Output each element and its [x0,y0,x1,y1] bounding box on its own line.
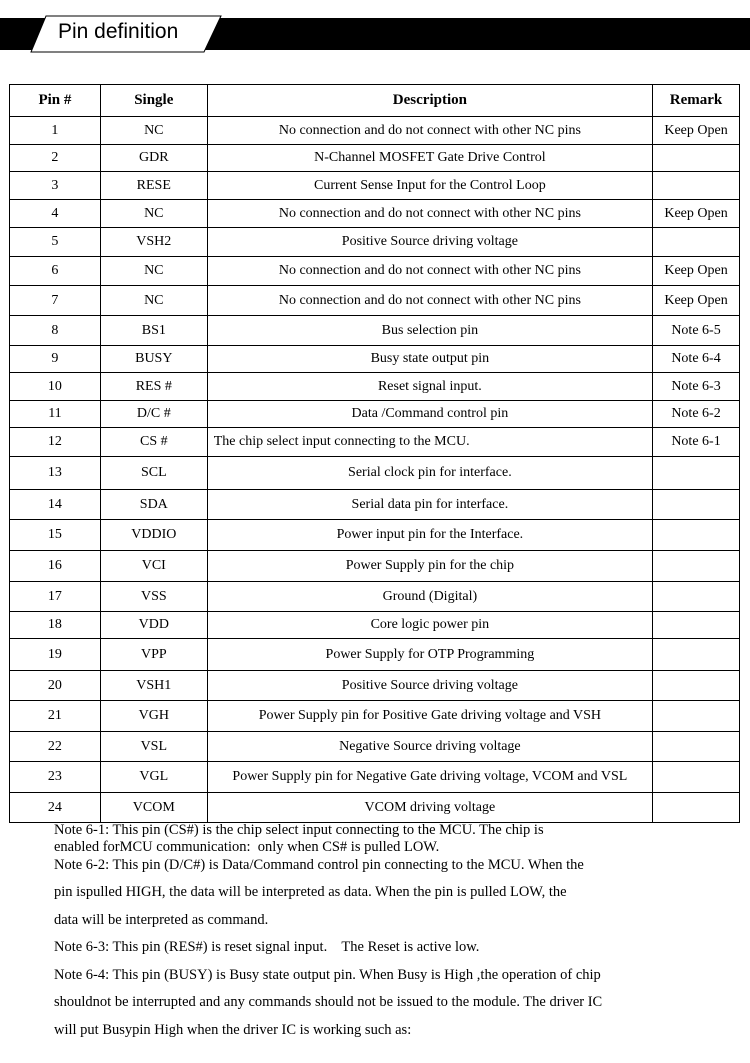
pin-cell: 23 [10,762,101,793]
signal-cell: VSL [100,732,207,762]
signal-cell: RES # [100,373,207,401]
description-cell: N-Channel MOSFET Gate Drive Control [207,145,652,172]
table-row [10,582,740,612]
pin-cell: 20 [10,671,101,701]
description-cell: Serial clock pin for interface. [207,457,652,490]
table-row [10,671,740,701]
description-cell: The chip select input connecting to the MCU. [207,428,652,457]
table-row [10,117,740,145]
description-cell: Positive Source driving voltage [207,671,652,701]
remark-cell: Note 6-2 [653,401,740,428]
remark-cell: Note 6-1 [653,428,740,457]
note-line: Note 6-3: This pin (RES#) is reset signal input. The Reset is active low. [54,939,480,955]
description-cell: Negative Source driving voltage [207,732,652,762]
section-title-tab [30,15,222,53]
remark-cell: Note 6-3 [653,373,740,401]
remark-cell [653,551,740,582]
pin-definition-table [9,84,740,823]
remark-cell [653,701,740,732]
description-cell: No connection and do not connect with other NC pins [207,286,652,316]
description-cell: Power Supply for OTP Programming [207,639,652,671]
remark-cell: Keep Open [653,200,740,228]
signal-cell: VPP [100,639,207,671]
signal-cell: VCI [100,551,207,582]
pin-cell: 16 [10,551,101,582]
signal-cell: SCL [100,457,207,490]
signal-cell: CS # [100,428,207,457]
table-row [10,490,740,520]
table-row [10,428,740,457]
table-row [10,257,740,286]
note-line: Note 6-1: This pin (CS#) is the chip select input connecting to the MCU. The chip is [54,822,544,838]
table-row [10,793,740,823]
table-row [10,639,740,671]
signal-cell: VDD [100,612,207,639]
description-cell: VCOM driving voltage [207,793,652,823]
header-single: Single [100,85,207,117]
pin-cell: 22 [10,732,101,762]
pin-cell: 8 [10,316,101,346]
description-cell: Power Supply pin for the chip [207,551,652,582]
remark-cell: Keep Open [653,117,740,145]
pin-cell: 15 [10,520,101,551]
table-row [10,732,740,762]
description-cell: Power Supply pin for Positive Gate driving voltage and VSH [207,701,652,732]
description-cell: Reset signal input. [207,373,652,401]
signal-cell: VDDIO [100,520,207,551]
signal-cell: NC [100,257,207,286]
remark-cell [653,762,740,793]
signal-cell: GDR [100,145,207,172]
description-cell: Core logic power pin [207,612,652,639]
description-cell: Power input pin for the Interface. [207,520,652,551]
note-line: will put Busypin High when the driver IC is working such as: [54,1022,412,1038]
header-remark: Remark [653,85,740,117]
description-cell: Busy state output pin [207,346,652,373]
description-cell: Ground (Digital) [207,582,652,612]
pin-cell: 6 [10,257,101,286]
pin-cell: 1 [10,117,101,145]
description-cell: Serial data pin for interface. [207,490,652,520]
table-row [10,172,740,200]
remark-cell [653,671,740,701]
signal-cell: VGH [100,701,207,732]
note-line: data will be interpreted as command. [54,912,269,928]
pin-cell: 21 [10,701,101,732]
signal-cell: VCOM [100,793,207,823]
remark-cell [653,145,740,172]
remark-cell [653,172,740,200]
description-cell: No connection and do not connect with other NC pins [207,257,652,286]
pin-cell: 13 [10,457,101,490]
signal-cell: NC [100,200,207,228]
remark-cell [653,490,740,520]
signal-cell: BUSY [100,346,207,373]
remark-cell [653,732,740,762]
note-line: Note 6-4: This pin (BUSY) is Busy state output pin. When Busy is High ,the operation of chip [54,967,601,983]
description-cell: Bus selection pin [207,316,652,346]
signal-cell: D/C # [100,401,207,428]
remark-cell: Note 6-5 [653,316,740,346]
description-cell: Positive Source driving voltage [207,228,652,257]
pin-cell: 17 [10,582,101,612]
remark-cell: Keep Open [653,286,740,316]
description-cell: Data /Command control pin [207,401,652,428]
table-row [10,200,740,228]
header-description: Description [207,85,652,117]
remark-cell [653,639,740,671]
table-header-row [10,85,740,117]
pin-cell: 19 [10,639,101,671]
description-cell: No connection and do not connect with other NC pins [207,200,652,228]
note-line: Note 6-2: This pin (D/C#) is Data/Command control pin connecting to the MCU. When the [54,857,584,873]
table-row [10,701,740,732]
signal-cell: RESE [100,172,207,200]
table-row [10,316,740,346]
remark-cell [653,582,740,612]
table-row [10,520,740,551]
pin-cell: 12 [10,428,101,457]
remark-cell [653,228,740,257]
signal-cell: VSS [100,582,207,612]
remark-cell: Keep Open [653,257,740,286]
table-row [10,346,740,373]
pin-cell: 11 [10,401,101,428]
pin-cell: 4 [10,200,101,228]
signal-cell: BS1 [100,316,207,346]
pin-cell: 14 [10,490,101,520]
description-cell: No connection and do not connect with other NC pins [207,117,652,145]
pin-cell: 2 [10,145,101,172]
note-line: pin ispulled HIGH, the data will be interpreted as data. When the pin is pulled LOW, the [54,884,567,900]
signal-cell: NC [100,117,207,145]
note-line: shouldnot be interrupted and any commands should not be issued to the module. The driver IC [54,994,603,1010]
description-cell: Power Supply pin for Negative Gate driving voltage, VCOM and VSL [207,762,652,793]
description-cell: Current Sense Input for the Control Loop [207,172,652,200]
pin-cell: 7 [10,286,101,316]
header-pin: Pin # [10,85,101,117]
table-row [10,286,740,316]
signal-cell: SDA [100,490,207,520]
table-row [10,457,740,490]
signal-cell: NC [100,286,207,316]
table-row [10,612,740,639]
signal-cell: VGL [100,762,207,793]
pin-cell: 3 [10,172,101,200]
signal-cell: VSH2 [100,228,207,257]
remark-cell [653,520,740,551]
table-row [10,373,740,401]
table-row [10,228,740,257]
signal-cell: VSH1 [100,671,207,701]
table-row [10,551,740,582]
remark-cell [653,457,740,490]
pin-cell: 10 [10,373,101,401]
pin-cell: 18 [10,612,101,639]
pin-cell: 5 [10,228,101,257]
remark-cell [653,612,740,639]
table-row [10,762,740,793]
pin-cell: 24 [10,793,101,823]
remark-cell: Note 6-4 [653,346,740,373]
table-row [10,145,740,172]
remark-cell [653,793,740,823]
table-row [10,401,740,428]
section-title: Pin definition [58,20,179,43]
note-line: enabled forMCU communication: only when CS# is pulled LOW. [54,839,440,855]
pin-cell: 9 [10,346,101,373]
